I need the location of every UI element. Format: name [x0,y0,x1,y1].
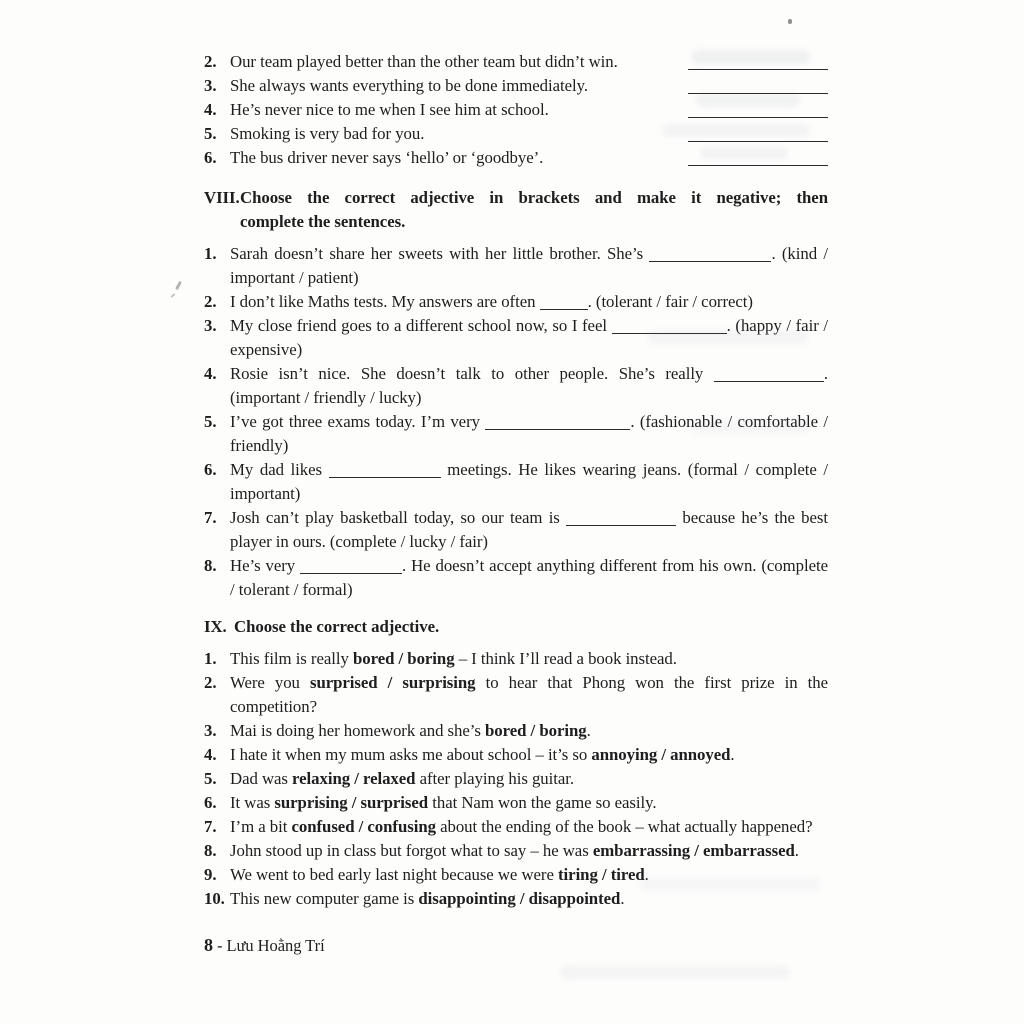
item-number: 3. [204,76,217,95]
item-number: 6. [204,460,217,479]
item-text [230,743,828,767]
answer-blank [329,464,441,478]
sentence-text: John stood up in class but forgot what to say – he was [230,841,593,860]
exercise-item [204,767,828,791]
item-text [230,554,828,602]
page-bleed-artifact [662,124,810,137]
item-text: The bus driver never says ‘hello’ or ‘goodbye’. [230,148,544,167]
exercise-item [204,242,828,290]
scan-speck-mark [175,281,182,290]
item-text: Smoking is very bad for you. [230,124,425,143]
item-text [230,410,828,458]
exercise-item [204,815,828,839]
page-bleed-artifact [560,966,790,979]
bold-choice-text: surprising / surprised [274,793,429,812]
sentence-text: about the ending of the book – what actually happened? [435,817,813,836]
exercise-item [204,554,828,602]
sentence-text: Rosie isn’t nice. She doesn’t talk to other people. She’s really [230,364,714,383]
bold-choice-text: bored / boring [485,721,587,740]
sentence-text: . [586,721,591,740]
sentence-text: Sarah doesn’t share her sweets with her little brother. She’s [230,244,650,263]
item-number: 4. [204,364,217,383]
sentence-text: after playing his guitar. [415,769,575,788]
bold-choice-text: surprised / surprising [309,673,476,692]
section-viii-title-line2: complete the sentences. [240,212,406,231]
scan-speck-mark [170,293,175,298]
bold-choice-text: tiring / tired [558,865,645,884]
sentence-text: . [620,889,625,908]
exercise-item [204,362,828,410]
page-bleed-artifact [692,50,810,64]
sentence-text: My close friend goes to a different school now, so I feel [230,316,612,335]
item-number: 7. [204,508,217,527]
section-ix-title: Choose the correct adjective. [234,617,440,636]
sentence-text: Dad was [230,769,293,788]
sentence-text: I’m a bit [230,817,292,836]
item-text [230,767,828,791]
item-number: 2. [204,673,217,692]
item-number: 10. [204,889,225,908]
sentence-text: meetings. He likes wearing jeans. (formal / complete / important) [230,460,828,503]
scan-speck-dot [788,19,792,24]
sentence-text: I hate it when my mum asks me about school – it’s so [230,745,592,764]
sentence-text: . (kind / important / patient) [230,244,828,287]
section-ix-number: IX. [204,617,227,636]
item-number: 3. [204,316,217,335]
section-viii-title [240,186,828,234]
sentence-text: This film is really [230,649,353,668]
sentence-text: This new computer game is [230,889,419,908]
item-text [230,719,828,743]
exercise-item [204,743,828,767]
section-ix-heading [204,615,828,639]
item-text [230,242,828,290]
section-viii-number: VIII. [204,188,240,207]
item-number: 1. [204,649,217,668]
exercise-item [204,290,828,314]
item-text [230,290,828,314]
item-number: 5. [204,769,217,788]
bold-choice-text: embarrassing / embarrassed [592,841,795,860]
sentence-text: – I think I’ll read a book instead. [454,649,677,668]
item-text [230,791,828,815]
answer-blank [714,368,824,382]
item-number: 4. [204,745,217,764]
exercise-item [204,791,828,815]
item-text [230,458,828,506]
answer-blank [485,416,630,430]
page-bleed-artifact [690,420,810,433]
item-number: 5. [204,412,217,431]
sentence-text: I’ve got three exams today. I’m very [230,412,486,431]
item-text: He’s never nice to me when I see him at school. [230,100,549,119]
item-text [230,362,828,410]
page-bleed-artifact [640,878,820,891]
sentence-text: Mai is doing her homework and she’s [230,721,486,740]
sentence-text: . (tolerant / fair / correct) [587,292,753,311]
bold-choice-text: bored / boring [352,649,455,668]
sentence-text: Josh can’t play basketball today, so our team is [230,508,567,527]
bold-choice-text: confused / confusing [291,817,436,836]
item-text: She always wants everything to be done immediately. [230,76,589,95]
exercise-item [204,719,828,743]
sentence-text: He’s very [230,556,301,575]
item-text [230,506,828,554]
item-text: Our team played better than the other team but didn’t win. [230,52,618,71]
sentence-text: It was [230,793,275,812]
answer-blank [300,560,402,574]
sentence-text: . (important / friendly / lucky) [230,364,828,407]
sentence-text: that Nam won the game so easily. [428,793,657,812]
item-text [230,647,828,671]
item-number: 8. [204,841,217,860]
exercise-item [204,458,828,506]
exercise-item [204,671,828,719]
item-number: 7. [204,817,217,836]
page-bleed-artifact [696,94,800,107]
answer-blank [649,248,771,262]
item-text [230,839,828,863]
sentence-text: Were you [230,673,310,692]
sentence-text: . (fashionable / comfortable / friendly) [230,412,828,455]
item-text [230,815,828,839]
exercise-item [204,839,828,863]
answer-blank [566,512,676,526]
sentence-text: . He doesn’t accept anything different from his own. (complete / tolerant / formal) [230,556,828,599]
sentence-text: We went to bed early last night because we were [230,865,559,884]
item-number: 1. [204,244,217,263]
item-number: 5. [204,124,217,143]
sentence-text: I don’t like Maths tests. My answers are often [230,292,540,311]
page-number: 8 [204,935,213,955]
answer-blank [688,80,828,94]
sentence-text: . (happy / fair / expensive) [230,316,828,359]
section-viii-heading [204,186,828,234]
section-viii-title-line1: Choose the correct adjective in brackets and make it negative; then [240,188,828,207]
item-number: 8. [204,556,217,575]
sentence-text: . [730,745,735,764]
item-number: 2. [204,292,217,311]
exercise-item [204,506,828,554]
sentence-text: because he’s the best player in ours. (complete / lucky / fair) [230,508,828,551]
sentence-text: . [644,865,649,884]
page-bleed-artifact [700,147,788,159]
exercise-item [204,647,828,671]
exercise-item [204,410,828,458]
bold-choice-text: disappointing / disappointed [418,889,621,908]
page-content [204,50,828,958]
item-text [230,671,828,719]
section-ix-item-list [204,647,828,911]
page-bleed-artifact [648,330,808,344]
item-number: 9. [204,865,217,884]
bold-choice-text: annoying / annoyed [591,745,731,764]
item-number: 4. [204,100,217,119]
sentence-text: My dad likes [230,460,329,479]
item-number: 3. [204,721,217,740]
sentence-text: to hear that Phong won the first prize in the competition? [230,673,829,716]
item-number: 6. [204,148,217,167]
sentence-text: . [794,841,799,860]
footer-author-label: - Lưu Hoằng Trí [216,936,325,955]
page-footer [204,933,828,958]
item-number: 2. [204,52,217,71]
bold-choice-text: relaxing / relaxed [292,769,416,788]
answer-blank [540,296,588,310]
item-number: 6. [204,793,217,812]
